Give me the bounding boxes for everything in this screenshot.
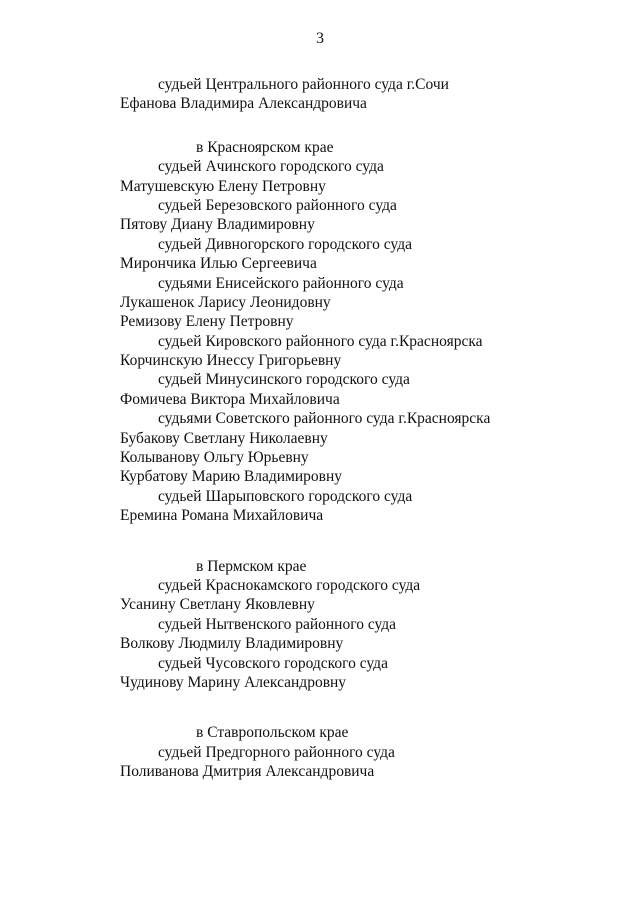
court-line: судьей Центрального районного суда г.Сочи: [158, 76, 449, 93]
court-line: судьей Краснокамского городского суда: [158, 576, 421, 594]
court-line: судьей Березовского районного суда: [158, 196, 397, 214]
court-line: судьей Кировского районного суда г.Красноярска: [158, 332, 483, 350]
judge-line: Волкову Людмилу Владимировну: [120, 635, 344, 653]
document-body: [120, 75, 620, 782]
region-heading: в Ставропольском крае: [196, 724, 349, 742]
judge-line: Пятову Диану Владимировну: [120, 216, 315, 234]
region-heading: в Красноярском крае: [196, 138, 334, 156]
judge-line: Фомичева Виктора Михайловича: [120, 390, 340, 408]
court-line: судьей Нытвенского районного суда: [158, 615, 397, 633]
court-line: судьей Чусовского городского суда: [158, 654, 388, 672]
judge-line: Лукашенок Ларису Леонидовну: [120, 293, 331, 311]
court-line: судьей Шарыповского городского суда: [158, 487, 413, 505]
court-line: судьей Минусинского городского суда: [158, 371, 410, 389]
region-heading: в Пермском крае: [196, 557, 307, 575]
judge-line: Колыванову Ольгу Юрьевну: [120, 449, 309, 467]
court-line: судьей Дивногорского городского суда: [158, 235, 412, 253]
court-line: судьей Предгорного районного суда: [158, 743, 395, 761]
judge-line: Курбатову Марию Владимировну: [120, 468, 343, 486]
judge-line: Матушевскую Елену Петровну: [120, 177, 326, 195]
judge-line: Бубакову Светлану Николаевну: [120, 429, 328, 447]
judge-line: Усанину Светлану Яковлевну: [120, 596, 315, 614]
court-line: судьями Енисейского районного суда: [158, 274, 404, 292]
judge-line: Мирончика Илью Сергеевича: [120, 255, 317, 273]
judge-line: Корчинскую Инессу Григорьевну: [120, 352, 342, 370]
court-line: судьей Ачинского городского суда: [158, 158, 384, 176]
judge-line: Еремина Романа Михайловича: [120, 507, 324, 525]
judge-line: Ремизову Елену Петровну: [120, 313, 294, 331]
court-line: судьями Советского районного суда г.Красноярска: [158, 410, 491, 428]
judge-line: Поливанова Дмитрия Александровича: [120, 763, 375, 781]
judge-line: Ефанова Владимира Александровича: [120, 95, 367, 113]
page-number: 3: [316, 30, 324, 47]
judge-line: Чудинову Марину Александровну: [120, 673, 347, 691]
